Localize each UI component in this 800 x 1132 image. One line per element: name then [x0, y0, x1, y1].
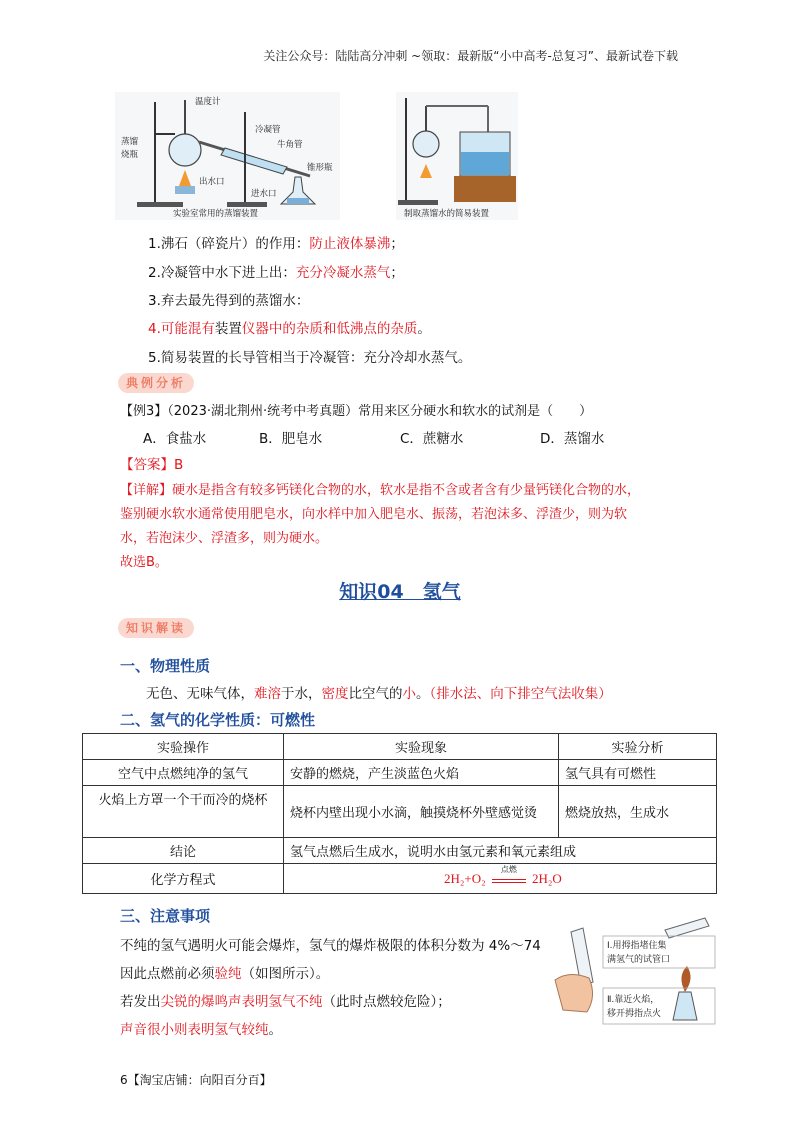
- option-b: B．肥皂水: [259, 431, 323, 447]
- knowledge-title: 知识04 氢气: [339, 581, 461, 603]
- note-3: 3.弃去最先得到的蒸馏水：: [148, 293, 310, 309]
- table-cell: 化学方程式: [83, 864, 284, 894]
- table-cell: 氢气点燃后生成水，说明水由氢元素和氧元素组成: [284, 838, 717, 864]
- option-c: C．蔗糖水: [400, 431, 464, 447]
- figure-left-caption: 实验室常用的蒸馏装置: [173, 209, 259, 219]
- caution-line-1: 不纯的氢气遇明火可能会爆炸，氢气的爆炸极限的体积分数为 4%～74: [120, 938, 541, 954]
- table-row: [83, 760, 717, 786]
- table-cell: 火焰上方罩一个干而冷的烧杯: [83, 786, 284, 838]
- table-row: [83, 838, 717, 864]
- example-badge: 典例分析: [118, 373, 194, 393]
- option-a: A．食盐水: [143, 431, 207, 447]
- page-footer: 6【淘宝店铺：向阳百分百】: [120, 1073, 272, 1087]
- distillation-apparatus-figure: [115, 92, 340, 220]
- label-adapter: 牛角管: [277, 140, 303, 150]
- label-water-outlet: 出水口: [199, 177, 225, 187]
- caution-line-3: 若发出尖锐的爆鸣声表明氢气不纯（此时点燃较危险）；: [120, 994, 451, 1010]
- figure-step-2-line-2: 移开拇指点火: [607, 1009, 662, 1019]
- caution-line-4: 声音很小则表明氢气较纯。: [120, 1022, 282, 1038]
- table-cell: 安静的燃烧，产生淡蓝色火焰: [284, 760, 559, 786]
- physical-text: 无色、无味气体，难溶于水，密度比空气的小。（排水法、向下排空气法收集）: [146, 686, 612, 702]
- table-cell: 燃烧放热，生成水: [559, 786, 717, 838]
- option-d: D．蒸馏水: [540, 431, 605, 447]
- simple-apparatus-figure: [396, 92, 518, 220]
- chemical-heading: 二、氢气的化学性质：可燃性: [120, 711, 316, 729]
- label-distillation: 蒸馏: [121, 137, 139, 147]
- table-cell: 空气中点燃纯净的氢气: [83, 760, 284, 786]
- conclusion: 故选B。: [120, 555, 168, 570]
- table-header: 实验分析: [559, 734, 717, 760]
- table-header: 实验现象: [284, 734, 559, 760]
- note-5: 5.简易装置的长导管相当于冷凝管：充分冷却水蒸气。: [148, 350, 472, 366]
- note-4: 4.可能混有装置仪器中的杂质和低沸点的杂质。: [148, 321, 431, 337]
- experiment-table: [82, 733, 717, 894]
- figure-right-caption: 制取蒸馏水的简易装置: [404, 209, 490, 219]
- page-header: 关注公众号：陆陆高分冲刺 ~领取：最新版“小中高考-总复习”、最新试卷下载: [263, 49, 678, 63]
- note-1: 1.沸石（碎瓷片）的作用：防止液体暴沸；: [148, 236, 404, 252]
- answer: 【答案】B: [120, 457, 184, 473]
- cautions-heading: 三、注意事项: [120, 907, 211, 925]
- table-cell: 结论: [83, 838, 284, 864]
- table-row: [83, 786, 717, 838]
- table-cell: 氢气具有可燃性: [559, 760, 717, 786]
- explanation-line-1: 【详解】硬水是指含有较多钙镁化合物的水，软水是指不含或者含有少量钙镁化合物的水，: [120, 483, 641, 498]
- label-conical-flask: 锥形瓶: [307, 163, 333, 173]
- figure-step-1-line-2: 满氢气的试管口: [607, 955, 671, 965]
- label-water-inlet: 进水口: [251, 189, 277, 199]
- table-header: 实验操作: [83, 734, 284, 760]
- explanation-line-2: 鉴别硬水软水通常使用肥皂水，向水样中加入肥皂水、振荡，若泡沫多、浮渣少，则为软: [120, 507, 628, 522]
- example-question: 【例3】（2023·湖北荆州·统考中考真题）常用来区分硬水和软水的试剂是（ ）: [120, 404, 593, 419]
- explanation-line-3: 水，若泡沫少、浮渣多，则为硬水。: [120, 531, 329, 546]
- label-condenser: 冷凝管: [255, 125, 281, 135]
- figure-step-2-line-1: Ⅱ.靠近火焰，: [607, 995, 660, 1005]
- caution-line-2: 因此点燃前必须验纯（如图所示）。: [120, 966, 330, 982]
- physical-heading: 一、物理性质: [120, 657, 211, 675]
- label-thermometer: 温度计: [195, 97, 221, 107]
- table-cell: 烧杯内壁出现小水滴，触摸烧杯外壁感觉烫: [284, 786, 559, 838]
- chemical-equation: 2H₂+O₂ 点燃 2H₂O: [284, 864, 717, 894]
- figure-step-1-line-1: Ⅰ.用拇指堵住集: [607, 941, 667, 951]
- table-row: [83, 864, 717, 894]
- purity-test-figure: [545, 910, 720, 1034]
- note-2: 2.冷凝管中水下进上出：充分冷凝水蒸气；: [148, 265, 404, 281]
- label-flask: 烧瓶: [121, 150, 139, 160]
- table-header-row: [83, 734, 717, 760]
- knowledge-badge: 知识解读: [118, 618, 194, 638]
